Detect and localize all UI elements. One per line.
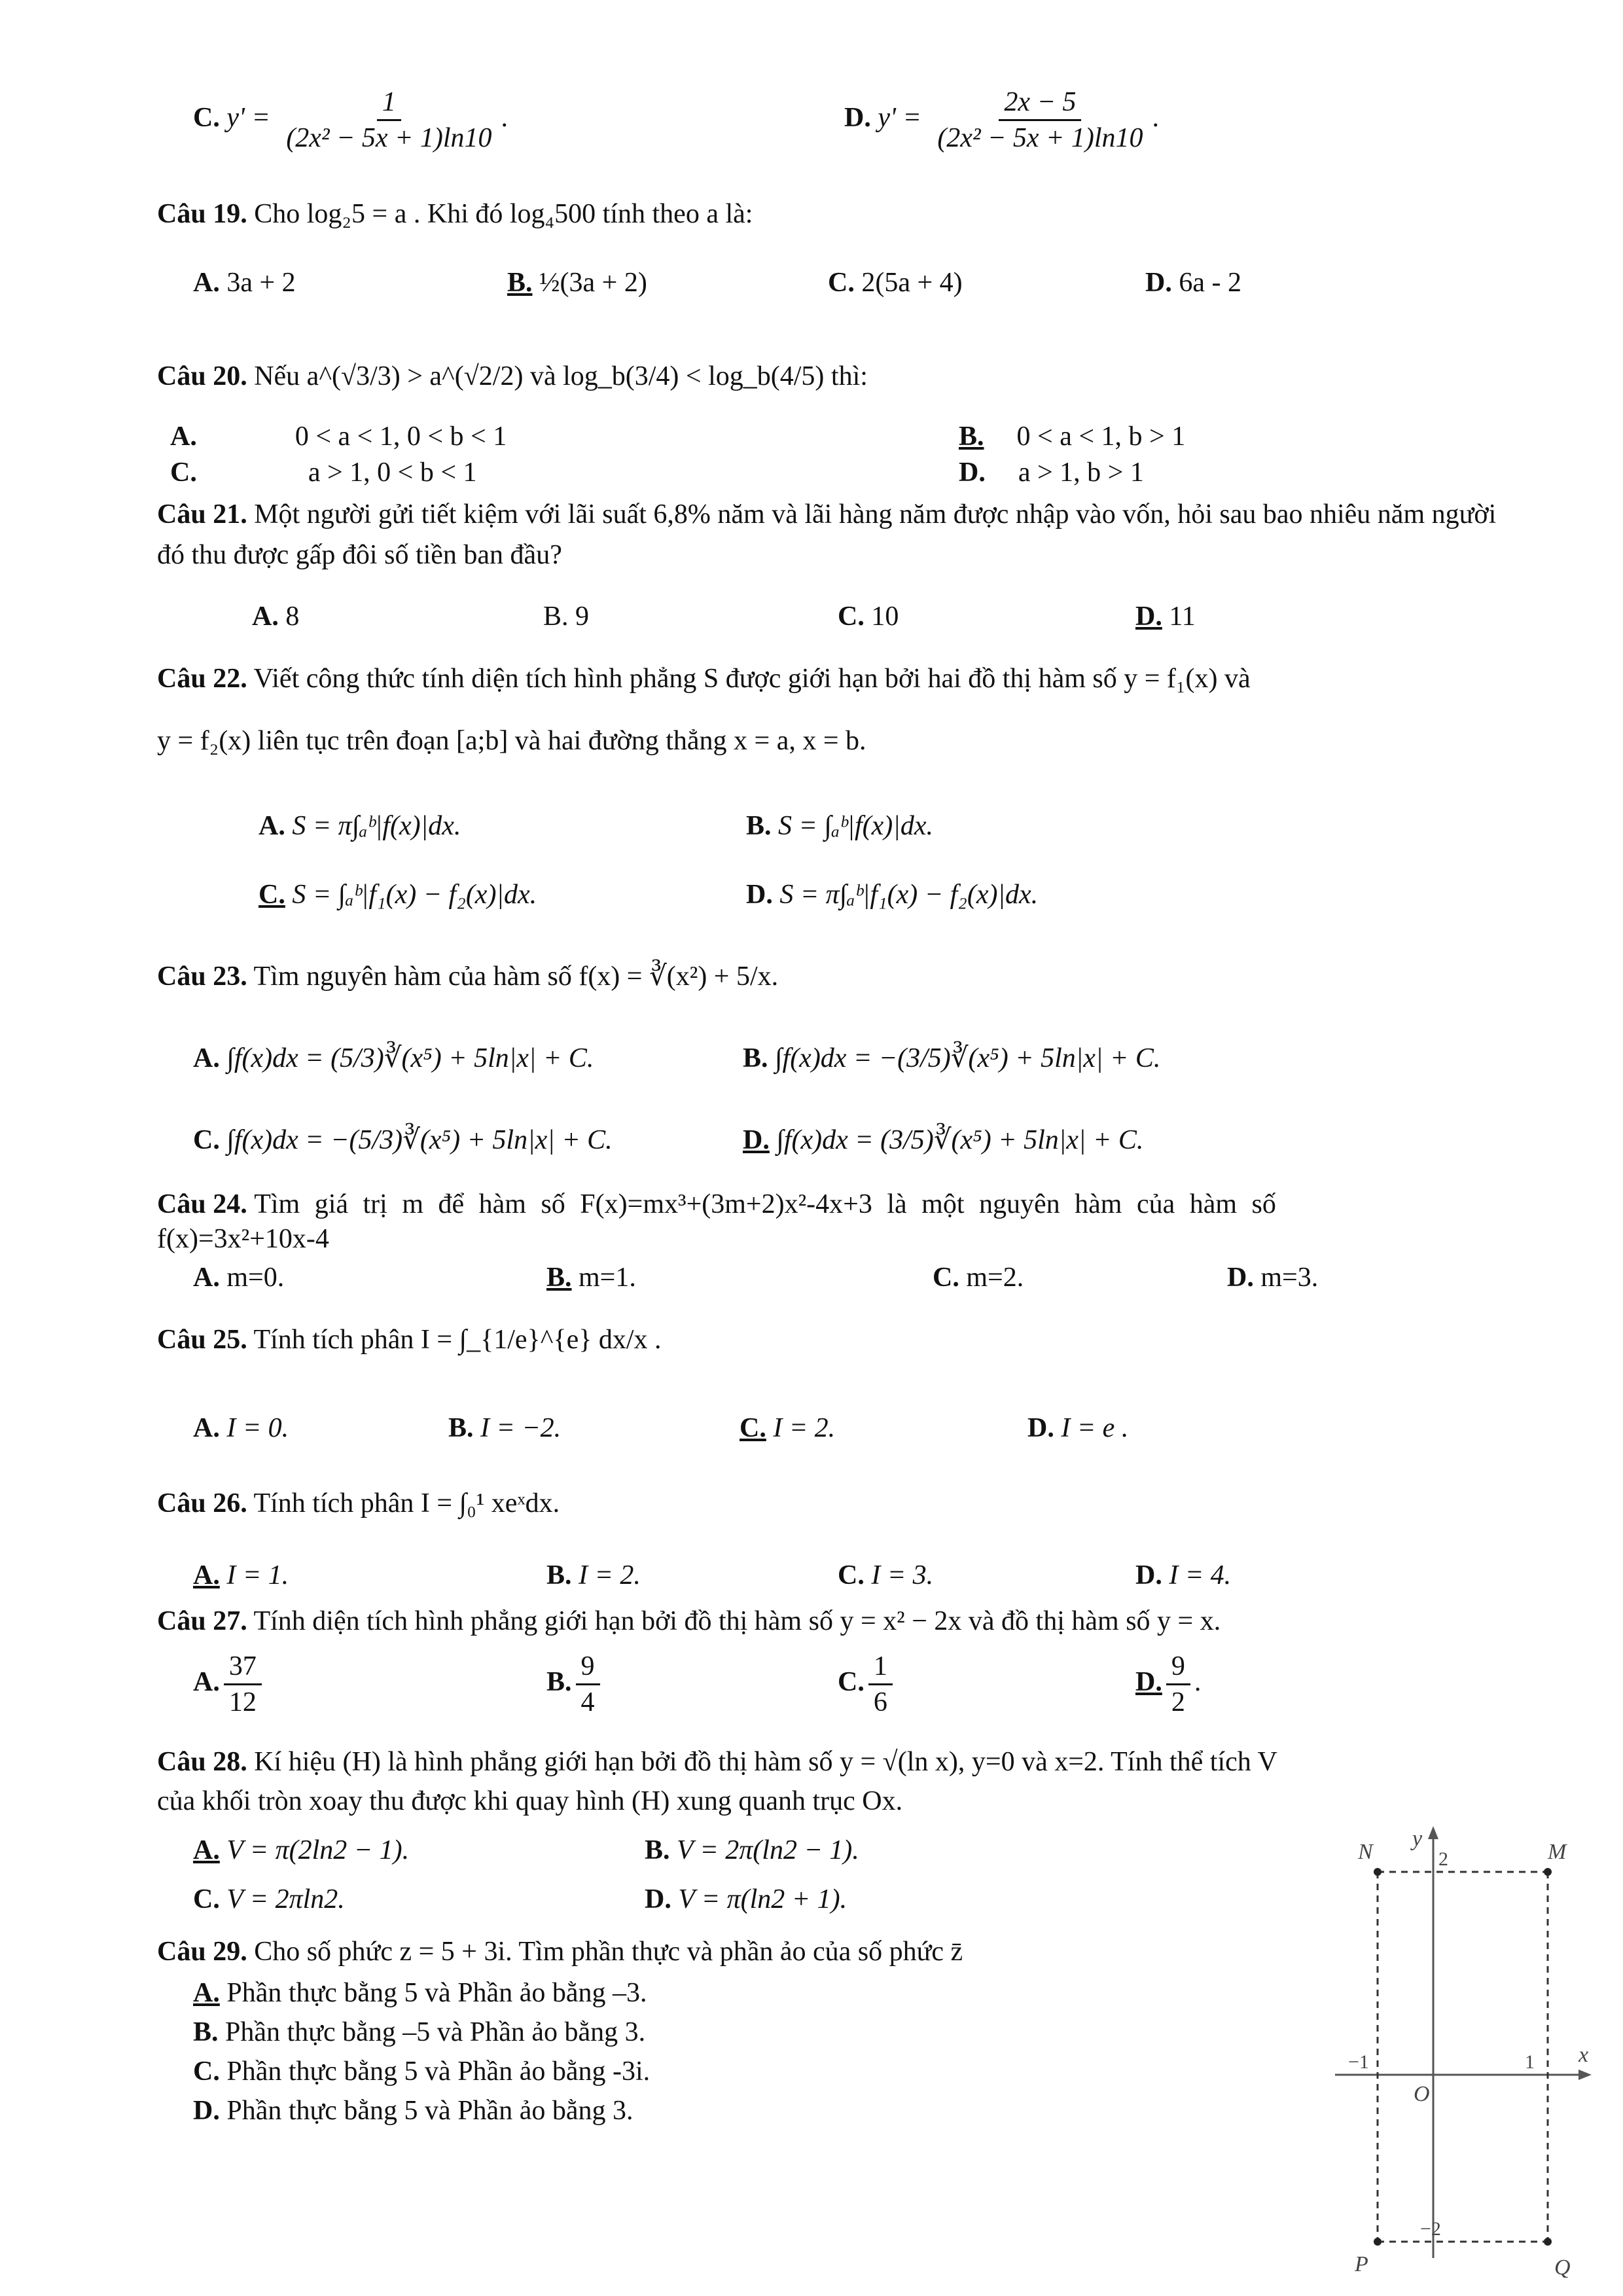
- option-value: V = 2π(ln2 − 1).: [677, 1835, 859, 1865]
- option-value: 10: [871, 601, 899, 632]
- question-26: [157, 1486, 560, 1521]
- q28-option-d[interactable]: [645, 1882, 847, 1917]
- option-value: 6a - 2: [1179, 268, 1241, 298]
- tick-x-pos: 1: [1525, 2051, 1535, 2073]
- option-label: B.: [546, 1667, 572, 1698]
- q23-option-b[interactable]: [743, 1041, 1160, 1076]
- question-25: [157, 1322, 662, 1357]
- y-axis-label: y: [1412, 1827, 1423, 1851]
- option-label: B.: [507, 268, 533, 298]
- option-value: Phần thực bằng 5 và Phần ảo bằng –3.: [226, 1978, 647, 2008]
- question-label: Câu 22.: [157, 664, 247, 694]
- option-label: D.: [1135, 1560, 1162, 1590]
- question-label: Câu 19.: [157, 199, 247, 229]
- question-24: [157, 1187, 1276, 1222]
- option-value: 3a + 2: [226, 268, 296, 298]
- option-label: D.: [645, 1884, 671, 1914]
- option-value: m=2.: [966, 1263, 1024, 1293]
- option-value: I = e .: [1061, 1413, 1129, 1443]
- option-value: a > 1, b > 1: [1018, 457, 1144, 488]
- option-label: B.: [543, 601, 569, 632]
- option-label: B.: [959, 422, 984, 452]
- option-value: 11: [1169, 601, 1196, 632]
- question-text: Một người gửi tiết kiệm với lãi suất 6,8% năm và lãi hàng năm được nhập vào vốn, hỏi sau bao nhiêu năm người đó thu được gấp đôi số tiền ban đầu?: [157, 499, 1497, 570]
- option-label: D.: [193, 2096, 220, 2126]
- option-value: 8: [285, 601, 300, 632]
- question-21: [157, 494, 1505, 575]
- option-label: C.: [838, 1667, 865, 1698]
- y-axis-arrow: [1428, 1826, 1438, 1839]
- question-text: Nếu a^(√3/3) > a^(√2/2) và log_b(3/4) < log_b(4/5) thì:: [254, 361, 868, 391]
- question-text: của khối tròn xoay thu được khi quay hình (H) xung quanh trục Ox.: [157, 1786, 903, 1816]
- numerator: 1: [377, 85, 401, 121]
- question-text: Tìm nguyên hàm của hàm số f(x) = ∛(x²) + 5/x.: [253, 961, 779, 992]
- option-label: A.: [193, 1263, 220, 1293]
- q24-option-b[interactable]: [546, 1260, 636, 1295]
- option-label: C.: [193, 1884, 220, 1914]
- option-label: A.: [170, 422, 197, 452]
- option-label: D.: [1135, 1667, 1162, 1698]
- denominator: 4: [580, 1687, 595, 1717]
- q27-option-c[interactable]: [838, 1649, 897, 1719]
- option-label: A.: [193, 1560, 220, 1590]
- numerator: 2x − 5: [999, 85, 1081, 121]
- option-value: I = −2.: [480, 1413, 562, 1443]
- point-n-label: N: [1358, 1840, 1373, 1864]
- q18-option-d[interactable]: D. y' = $\frac{2x - 5}{\text{(2x² − 5x + 1)ln10}}$ .: [844, 85, 1159, 155]
- q24-option-a[interactable]: [193, 1260, 284, 1295]
- option-label: B.: [448, 1413, 474, 1443]
- option-label: C.: [193, 103, 220, 134]
- point-m-dot: [1544, 1868, 1552, 1876]
- option-value: Phần thực bằng 5 và Phần ảo bằng 3.: [226, 2096, 633, 2126]
- denominator: (2x² − 5x + 1)ln10: [286, 123, 492, 153]
- option-label: C.: [933, 1263, 959, 1293]
- q25-option-c[interactable]: [740, 1410, 835, 1446]
- option-label: C.: [838, 1560, 865, 1590]
- numerator: 1: [868, 1649, 893, 1685]
- point-q-label: Q: [1554, 2255, 1571, 2278]
- q19-option-d[interactable]: [1145, 265, 1241, 300]
- option-value: ∫f(x)dx = (5/3)∛(x⁵) + 5ln|x| + C.: [226, 1043, 594, 1073]
- lhs: y' =: [878, 103, 921, 134]
- question-24-cont: [157, 1221, 329, 1257]
- q25-option-d[interactable]: [1027, 1410, 1128, 1446]
- option-label: A.: [193, 1835, 220, 1865]
- option-value: I = 1.: [226, 1560, 289, 1590]
- question-label: Câu 21.: [157, 499, 247, 529]
- denominator: (2x² − 5x + 1)ln10: [937, 123, 1143, 153]
- option-label: A.: [193, 268, 220, 298]
- q20-option-d[interactable]: [959, 455, 1144, 490]
- q26-option-a[interactable]: [193, 1558, 289, 1593]
- option-value: a > 1, 0 < b < 1: [308, 457, 477, 488]
- option-value: m=3.: [1260, 1263, 1319, 1293]
- option-value: 0 < a < 1, 0 < b < 1: [294, 422, 507, 452]
- option-value: ∫f(x)dx = (3/5)∛(x⁵) + 5ln|x| + C.: [776, 1125, 1144, 1155]
- question-text: Viết công thức tính diện tích hình phẳng S được giới hạn bởi hai đồ thị hàm số y = f₁(x) và: [253, 664, 1251, 694]
- question-text: Cho log₂5 = a . Khi đó log₄500 tính theo a là:: [254, 199, 753, 229]
- q23-option-a[interactable]: [193, 1041, 594, 1076]
- option-label: D.: [1027, 1413, 1054, 1443]
- option-value: S = π∫ₐᵇ|f(x)|dx.: [292, 811, 461, 841]
- q25-option-b[interactable]: [448, 1410, 561, 1446]
- q21-option-a[interactable]: [252, 599, 299, 634]
- fraction: [868, 1649, 893, 1719]
- point-n-dot: [1374, 1868, 1382, 1876]
- option-value: ∫f(x)dx = −(3/5)∛(x⁵) + 5ln|x| + C.: [775, 1043, 1161, 1073]
- question-28: [157, 1744, 1277, 1780]
- option-label: D.: [746, 880, 773, 910]
- q27-option-b[interactable]: [546, 1649, 604, 1719]
- option-label: B.: [746, 811, 772, 841]
- fraction: [224, 1649, 262, 1719]
- q29-option-d[interactable]: [193, 2093, 633, 2128]
- lhs: y' =: [226, 103, 270, 134]
- question-label: Câu 27.: [157, 1606, 247, 1636]
- option-label: B.: [645, 1835, 670, 1865]
- question-29: [157, 1934, 963, 1969]
- option-value: S = ∫ₐᵇ|f(x)|dx.: [778, 811, 933, 841]
- question-label: Câu 20.: [157, 361, 247, 391]
- q19-option-b[interactable]: [507, 265, 647, 300]
- question-text: Tìm giá trị m để hàm số F(x)=mx³+(3m+2)x²-4x+3 là một nguyên hàm của hàm số: [254, 1189, 1276, 1219]
- q22-option-b[interactable]: [746, 808, 933, 844]
- q21-option-c[interactable]: [838, 599, 899, 634]
- option-label: B.: [546, 1560, 572, 1590]
- q22-option-c[interactable]: [259, 877, 537, 912]
- q21-option-b[interactable]: [543, 599, 589, 634]
- x-axis-label: x: [1578, 2043, 1589, 2067]
- option-label: B.: [743, 1043, 768, 1073]
- q24-option-d[interactable]: [1227, 1260, 1318, 1295]
- q24-option-c[interactable]: [933, 1260, 1024, 1295]
- fraction: [1166, 1649, 1190, 1719]
- option-value: ½(3a + 2): [539, 268, 647, 298]
- option-value: I = 0.: [226, 1413, 289, 1443]
- question-label: Câu 26.: [157, 1488, 247, 1518]
- question-text: y = f₂(x) liên tục trên đoạn [a;b] và hai đường thẳng x = a, x = b.: [157, 726, 866, 756]
- question-label: Câu 25.: [157, 1325, 247, 1355]
- q21-option-d[interactable]: [1135, 599, 1196, 634]
- option-label: D.: [743, 1125, 770, 1155]
- point-q-dot: [1544, 2238, 1552, 2246]
- q18-option-c[interactable]: C. y' = $\frac{1}{\text{(2x² − 5x + 1)ln10}}$ .: [193, 85, 508, 155]
- question-label: Câu 24.: [157, 1189, 247, 1219]
- q27-option-d[interactable]: D. $\frac{9}{2}$ .: [1135, 1649, 1201, 1719]
- question-text: f(x)=3x²+10x-4: [157, 1224, 329, 1254]
- q22-option-a[interactable]: [259, 808, 461, 844]
- tick-x-neg: −1: [1348, 2051, 1369, 2073]
- option-label: C.: [170, 457, 197, 488]
- option-value: V = 2πln2.: [226, 1884, 345, 1914]
- question-23: [157, 959, 778, 994]
- option-label: A.: [259, 811, 285, 841]
- q29-option-a[interactable]: [193, 1975, 647, 2011]
- x-axis-arrow: [1578, 2070, 1592, 2080]
- option-label: B.: [193, 2017, 219, 2047]
- q25-option-a[interactable]: [193, 1410, 289, 1446]
- option-value: V = π(ln2 + 1).: [678, 1884, 847, 1914]
- denominator: 12: [228, 1687, 257, 1717]
- question-text: Kí hiệu (H) là hình phẳng giới hạn bởi đồ thị hàm số y = √(ln x), y=0 và x=2. Tính thể tích V: [254, 1747, 1277, 1777]
- q20-option-c[interactable]: [170, 455, 477, 490]
- option-value: ∫f(x)dx = −(5/3)∛(x⁵) + 5ln|x| + C.: [226, 1125, 613, 1155]
- q23-option-c[interactable]: [193, 1122, 613, 1158]
- option-value: m=0.: [226, 1263, 285, 1293]
- point-p-dot: [1374, 2238, 1382, 2246]
- option-label: C.: [193, 1125, 220, 1155]
- question-text: Tính diện tích hình phẳng giới hạn bởi đồ thị hàm số y = x² − 2x và đồ thị hàm số y = x.: [253, 1606, 1221, 1636]
- option-label: D.: [1145, 268, 1172, 298]
- question-label: Câu 28.: [157, 1747, 247, 1777]
- q28-option-a[interactable]: [193, 1833, 409, 1868]
- option-label: A.: [193, 1413, 220, 1443]
- question-label: Câu 29.: [157, 1937, 247, 1967]
- numerator: 9: [576, 1649, 600, 1685]
- option-value: S = ∫ₐᵇ|f₁(x) − f₂(x)|dx.: [292, 880, 537, 910]
- option-label: A.: [193, 1667, 220, 1698]
- q20-option-a[interactable]: [170, 419, 507, 454]
- fraction: [932, 85, 1148, 155]
- q28-option-c[interactable]: [193, 1882, 345, 1917]
- option-value: Phần thực bằng 5 và Phần ảo bằng -3i.: [226, 2056, 651, 2087]
- option-label: D.: [1135, 601, 1162, 632]
- option-value: V = π(2ln2 − 1).: [226, 1835, 410, 1865]
- question-19: [157, 196, 753, 232]
- option-value: I = 4.: [1169, 1560, 1232, 1590]
- option-value: Phần thực bằng –5 và Phần ảo bằng 3.: [225, 2017, 646, 2047]
- q27-option-a[interactable]: [193, 1649, 266, 1719]
- option-label: D.: [959, 457, 986, 488]
- fraction: [281, 85, 497, 155]
- q19-option-a[interactable]: [193, 265, 296, 300]
- denominator: 2: [1171, 1687, 1185, 1717]
- question-text: Tính tích phân I = ∫₀¹ xeˣdx.: [253, 1488, 560, 1518]
- option-label: C.: [193, 2056, 220, 2087]
- question-22: [157, 661, 1251, 696]
- option-label: B.: [546, 1263, 572, 1293]
- numerator: 9: [1166, 1649, 1190, 1685]
- option-label: D.: [844, 103, 871, 134]
- tick-y-neg: −2: [1420, 2218, 1441, 2240]
- option-value: m=1.: [579, 1263, 636, 1293]
- q26-option-c[interactable]: [838, 1558, 933, 1593]
- numerator: 37: [224, 1649, 262, 1685]
- question-text: Tính tích phân I = ∫_{1/e}^{e} dx/x .: [253, 1325, 662, 1355]
- option-value: 0 < a < 1, b > 1: [1016, 422, 1186, 452]
- option-value: S = π∫ₐᵇ|f₁(x) − f₂(x)|dx.: [779, 880, 1039, 910]
- option-label: A.: [252, 601, 279, 632]
- denominator: 6: [873, 1687, 887, 1717]
- question-label: Câu 23.: [157, 961, 247, 992]
- tick-y-pos: 2: [1438, 1848, 1448, 1870]
- q26-option-d[interactable]: [1135, 1558, 1231, 1593]
- q22-option-d[interactable]: [746, 877, 1038, 912]
- q29-option-c[interactable]: [193, 2054, 650, 2089]
- complex-plane-figure: [1322, 1820, 1597, 2278]
- question-27: [157, 1604, 1221, 1639]
- option-label: A.: [193, 1043, 220, 1073]
- question-22-cont: [157, 723, 866, 759]
- option-label: D.: [1227, 1263, 1254, 1293]
- option-value: 2(5a + 4): [861, 268, 963, 298]
- q28-option-b[interactable]: [645, 1833, 859, 1868]
- option-label: C.: [838, 601, 865, 632]
- option-value: I = 3.: [871, 1560, 934, 1590]
- q19-option-c[interactable]: [828, 265, 963, 300]
- q26-option-b[interactable]: [546, 1558, 641, 1593]
- fraction: [576, 1649, 600, 1719]
- option-label: A.: [193, 1978, 220, 2008]
- point-p-label: P: [1355, 2252, 1368, 2276]
- point-m-label: M: [1548, 1840, 1567, 1864]
- q20-option-b[interactable]: [959, 419, 1185, 454]
- option-value: 9: [575, 601, 590, 632]
- option-label: C.: [740, 1413, 766, 1443]
- option-value: I = 2.: [579, 1560, 641, 1590]
- origin-label: O: [1414, 2082, 1430, 2106]
- question-20: [157, 359, 868, 394]
- option-value: I = 2.: [773, 1413, 836, 1443]
- q29-option-b[interactable]: [193, 2015, 645, 2050]
- option-label: C.: [828, 268, 855, 298]
- question-text: Cho số phức z = 5 + 3i. Tìm phần thực và phần ảo của số phức z̄: [254, 1937, 963, 1967]
- question-28-cont: [157, 1784, 902, 1819]
- option-label: C.: [259, 880, 285, 910]
- q23-option-d[interactable]: [743, 1122, 1143, 1158]
